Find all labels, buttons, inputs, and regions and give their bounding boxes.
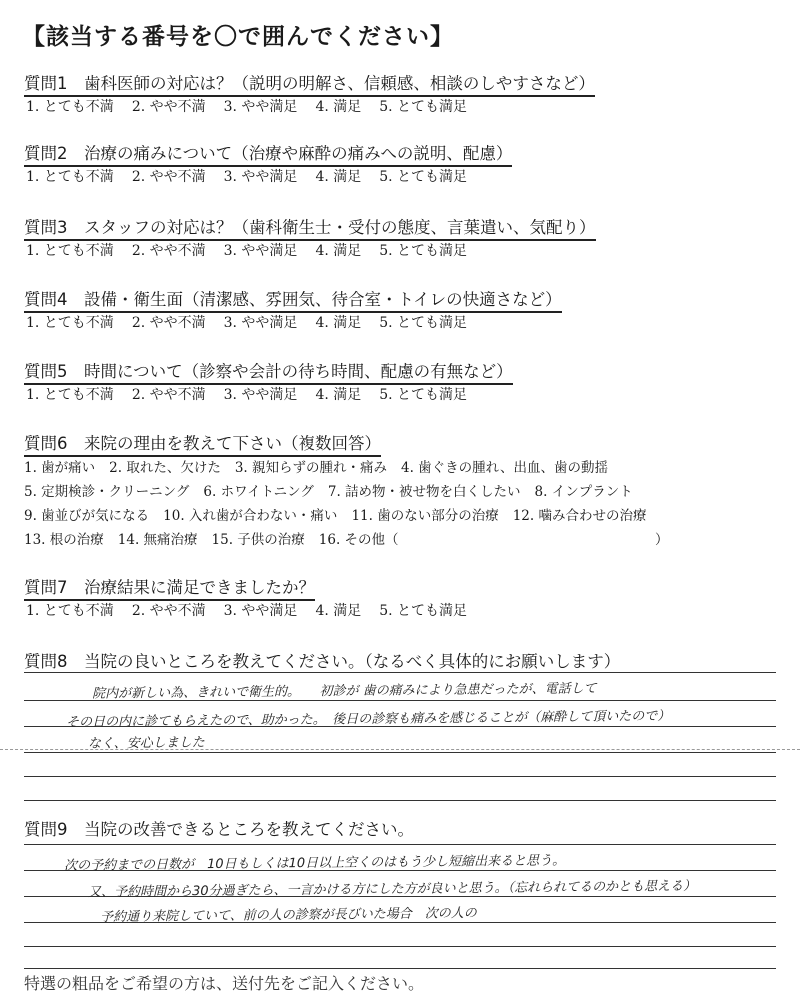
q9-title: 質問9 当院の改善できるところを教えてください。 bbox=[24, 820, 414, 839]
reason-option[interactable]: 16. その他（ ） bbox=[318, 532, 669, 548]
rating-option-2[interactable]: 2. やや不満 bbox=[131, 243, 206, 259]
q4-title: 質問4 設備・衛生面（清潔感、雰囲気、待合室・トイレの快適さなど） bbox=[24, 286, 562, 313]
q7-title: 質問7 治療結果に満足できましたか？ bbox=[24, 574, 315, 601]
q6-title: 質問6 来院の理由を教えて下さい（複数回答） bbox=[24, 430, 381, 457]
q2-title: 質問2 治療の痛みについて（治療や麻酔の痛みへの説明、配慮） bbox=[24, 140, 512, 167]
reason-option[interactable]: 14. 無痛治療 bbox=[117, 532, 198, 548]
q9-line bbox=[24, 844, 776, 845]
rating-option-2[interactable]: 2. やや不満 bbox=[131, 603, 206, 619]
q9-line bbox=[24, 946, 776, 947]
q3-title: 質問3 スタッフの対応は？（歯科衛生士・受付の態度、言葉遣い、気配り） bbox=[24, 214, 596, 241]
reason-option[interactable]: 6. ホワイトニング bbox=[203, 484, 314, 500]
reason-option[interactable]: 11. 歯のない部分の治療 bbox=[351, 508, 499, 524]
rating-option-1[interactable]: 1. とても不満 bbox=[26, 315, 114, 331]
rating-option-4[interactable]: 4. 満足 bbox=[315, 99, 362, 115]
reason-option[interactable]: 8. インプラント bbox=[534, 484, 633, 500]
q2-options bbox=[26, 166, 485, 186]
reason-option[interactable]: 10. 入れ歯が合わない・痛い bbox=[163, 508, 338, 524]
rating-option-2[interactable]: 2. やや不満 bbox=[131, 169, 206, 185]
reason-option[interactable]: 13. 根の治療 bbox=[24, 532, 104, 548]
rating-option-3[interactable]: 3. やや満足 bbox=[223, 169, 298, 185]
q8-handwriting-1: 院内が新しい為、きれいで衛生的。 初診が 歯の痛みにより急患だったが、電話して bbox=[91, 681, 597, 702]
q8-title: 質問8 当院の良いところを教えてください。（なるべく具体的にお願いします） bbox=[24, 652, 621, 671]
rating-option-1[interactable]: 1. とても不満 bbox=[26, 603, 114, 619]
reason-option[interactable]: 7. 詰め物・被せ物を白くしたい bbox=[327, 484, 521, 500]
q5-title: 質問5 時間について（診察や会計の待ち時間、配慮の有無など） bbox=[24, 358, 513, 385]
rating-option-3[interactable]: 3. やや満足 bbox=[223, 603, 298, 619]
rating-option-2[interactable]: 2. やや不満 bbox=[131, 387, 206, 403]
q8-handwriting-3: なく、安心しました bbox=[87, 735, 205, 752]
q9-handwriting-3: 予約通り来院していて、前の人の診察が長びいた場合 次の人の bbox=[99, 906, 477, 925]
rating-option-4[interactable]: 4. 満足 bbox=[315, 243, 362, 259]
rating-option-2[interactable]: 2. やや不満 bbox=[131, 315, 206, 331]
reason-option[interactable]: 9. 歯並びが気になる bbox=[24, 508, 150, 524]
reason-option[interactable]: 3. 親知らずの腫れ・痛み bbox=[234, 460, 388, 476]
reason-option[interactable]: 1. 歯が痛い bbox=[24, 460, 96, 476]
rating-option-4[interactable]: 4. 満足 bbox=[315, 387, 362, 403]
reason-row bbox=[24, 480, 683, 504]
rating-option-5[interactable]: 5. とても満足 bbox=[379, 603, 468, 619]
rating-option-1[interactable]: 1. とても不満 bbox=[26, 169, 114, 185]
q5-options bbox=[26, 384, 485, 404]
q9-line bbox=[24, 968, 776, 969]
reason-row bbox=[24, 528, 683, 552]
rating-option-3[interactable]: 3. やや満足 bbox=[223, 315, 298, 331]
reason-option[interactable]: 15. 子供の治療 bbox=[211, 532, 305, 548]
q8-line bbox=[24, 752, 776, 753]
rating-option-4[interactable]: 4. 満足 bbox=[315, 603, 362, 619]
q8-handwriting-2: その日の内に診てもらえたので、助かった。 後日の診察も痛みを感じることが（麻酔して頂いたので） bbox=[65, 708, 671, 731]
rating-option-5[interactable]: 5. とても満足 bbox=[379, 387, 468, 403]
q7-options bbox=[26, 600, 485, 620]
q1-title: 質問1 歯科医師の対応は？（説明の明解さ、信頼感、相談のしやすさなど） bbox=[24, 70, 595, 97]
q8-line bbox=[24, 800, 776, 801]
rating-option-3[interactable]: 3. やや満足 bbox=[223, 243, 298, 259]
q8-line bbox=[24, 776, 776, 777]
rating-option-5[interactable]: 5. とても満足 bbox=[379, 315, 468, 331]
fold-line bbox=[0, 749, 800, 750]
q9-handwriting-1: 次の予約までの日数が 10日もしくは10日以上空くのはもう少し短縮出来ると思う。 bbox=[63, 853, 566, 874]
rating-option-1[interactable]: 1. とても不満 bbox=[26, 99, 114, 115]
rating-option-4[interactable]: 4. 満足 bbox=[315, 169, 362, 185]
rating-option-1[interactable]: 1. とても不満 bbox=[26, 387, 114, 403]
reason-option[interactable]: 12. 噛み合わせの治療 bbox=[512, 508, 647, 524]
q6-reasons bbox=[24, 456, 683, 552]
reason-option[interactable]: 4. 歯ぐきの腫れ、出血、歯の動揺 bbox=[401, 460, 608, 476]
reason-row bbox=[24, 504, 683, 528]
q9-handwriting-2: 又、予約時間から30分過ぎたら、一言かける方にした方が良いと思う。（忘れられてるのかとも思える） bbox=[87, 878, 697, 901]
instruction-header: 【該当する番号を〇で囲んでください】 bbox=[22, 24, 454, 50]
rating-option-5[interactable]: 5. とても満足 bbox=[379, 243, 468, 259]
q4-options bbox=[26, 312, 485, 332]
rating-option-5[interactable]: 5. とても満足 bbox=[379, 169, 468, 185]
reason-option[interactable]: 5. 定期検診・クリーニング bbox=[24, 484, 190, 500]
footer-note: 特選の粗品をご希望の方は、送付先をご記入ください。 bbox=[24, 974, 425, 993]
rating-option-4[interactable]: 4. 満足 bbox=[315, 315, 362, 331]
rating-option-3[interactable]: 3. やや満足 bbox=[223, 387, 298, 403]
reason-row bbox=[24, 456, 683, 480]
reason-option[interactable]: 2. 取れた、欠けた bbox=[109, 460, 221, 476]
q8-line bbox=[24, 672, 776, 673]
q3-options bbox=[26, 240, 485, 260]
rating-option-3[interactable]: 3. やや満足 bbox=[223, 99, 298, 115]
rating-option-2[interactable]: 2. やや不満 bbox=[131, 99, 206, 115]
q1-options bbox=[26, 96, 485, 116]
rating-option-1[interactable]: 1. とても不満 bbox=[26, 243, 114, 259]
rating-option-5[interactable]: 5. とても満足 bbox=[379, 99, 468, 115]
